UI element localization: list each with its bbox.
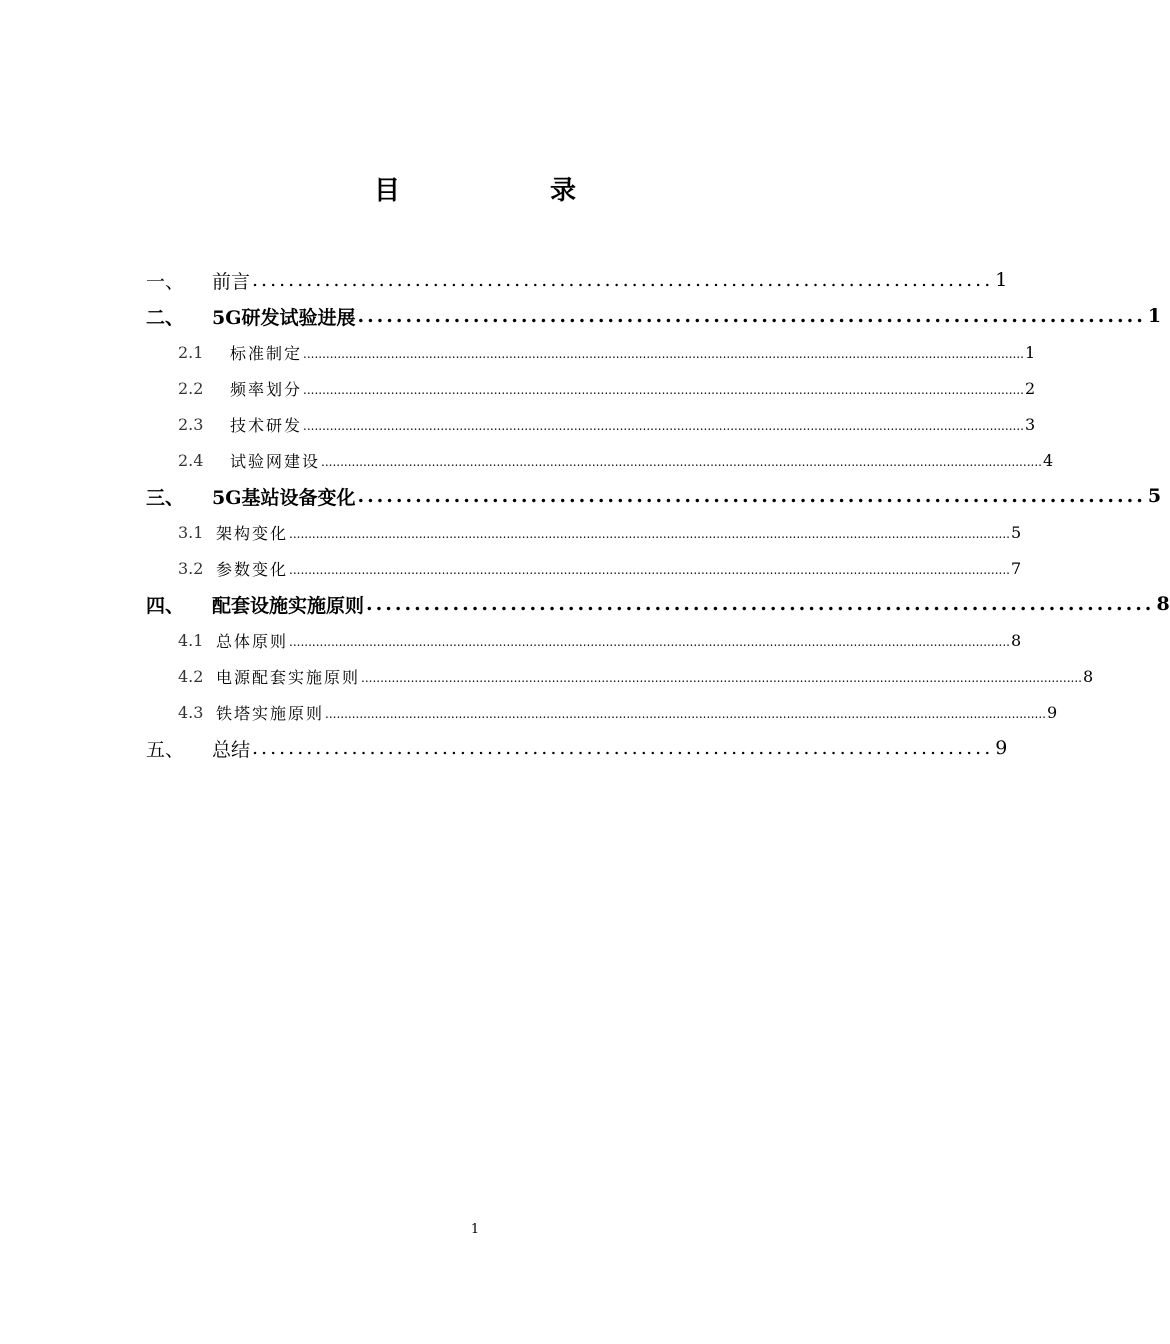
toc-entry-tower-principles[interactable] [178, 694, 1058, 730]
toc-entry-facilities[interactable] [146, 586, 1170, 622]
toc-entry-label: 电源配套实施原则 [216, 667, 361, 687]
toc-leader: .................................................................................. [252, 737, 994, 759]
toc-entry-page: 1 [1147, 305, 1162, 327]
toc-entry-label: 总结 [212, 738, 251, 761]
toc-entry-page: 5 [1010, 522, 1022, 542]
toc-entry-page: 1 [995, 269, 1008, 291]
toc-entry-label: 技术研发 [230, 415, 303, 435]
toc-entry-page: 1 [1024, 342, 1036, 362]
toc-entry-number: 2.1 [178, 342, 204, 362]
toc-leader: ............................................................................................................................................................................................. [325, 707, 1046, 721]
toc-entry-label: 配套设施实施原则 [212, 594, 365, 617]
toc-entry-trial-network[interactable] [178, 442, 1054, 478]
toc-entry-page: 9 [1046, 702, 1058, 722]
toc-entry-standards[interactable] [178, 334, 1036, 370]
toc-entry-page: 9 [995, 737, 1008, 759]
toc-entry-number: 4.3 [178, 702, 204, 722]
toc-leader: ............................................................................................................................................................................................. [303, 383, 1024, 397]
toc-entry-number: 4.1 [178, 630, 204, 650]
toc-leader: ............................................................................................................................................................................................. [361, 671, 1082, 685]
toc-entry-summary[interactable] [146, 730, 1008, 766]
toc-entry-page: 4 [1042, 450, 1054, 470]
toc-entry-page: 8 [1010, 630, 1022, 650]
toc-leader: ............................................................................................................................................................................................. [289, 527, 1010, 541]
toc-entry-label: 前言 [212, 270, 251, 293]
toc-leader: .................................................................................. [252, 269, 994, 291]
toc-entry-rnd[interactable] [178, 406, 1036, 442]
toc-entry-page: 2 [1024, 378, 1036, 398]
toc-entry-number: 一、 [146, 270, 185, 293]
toc-entry-page: 7 [1010, 558, 1022, 578]
toc-entry-architecture[interactable] [178, 514, 1022, 550]
toc-leader: ............................................................................................................................................................................................. [321, 455, 1042, 469]
toc-entry-number: 三、 [146, 486, 185, 509]
toc-entry-label: 试验网建设 [230, 451, 321, 471]
toc-entry-page: 3 [1024, 414, 1036, 434]
toc-entry-power-principles[interactable] [178, 658, 1094, 694]
toc-entry-number: 2.3 [178, 414, 204, 434]
toc-entry-label: 5G研发试验进展 [212, 306, 356, 329]
page-number: 1 [470, 1222, 480, 1237]
toc-entry-page: 5 [1147, 485, 1162, 507]
toc-entry-5g-progress[interactable] [146, 298, 1162, 334]
toc-leader: .................................................................................. [357, 485, 1146, 507]
toc-leader: ............................................................................................................................................................................................. [289, 563, 1010, 577]
toc-title: 目 录 [373, 176, 638, 206]
toc-leader: ............................................................................................................................................................................................. [289, 635, 1010, 649]
toc-entry-preface[interactable] [146, 262, 1008, 298]
toc-leader: ............................................................................................................................................................................................. [303, 419, 1024, 433]
toc-entry-label: 参数变化 [216, 559, 289, 579]
toc-entry-spectrum[interactable] [178, 370, 1036, 406]
toc-entry-label: 总体原则 [216, 631, 289, 651]
toc-entry-number: 4.2 [178, 666, 204, 686]
toc-entry-number: 二、 [146, 306, 185, 329]
toc-entry-number: 四、 [146, 594, 185, 617]
toc-entry-general-principles[interactable] [178, 622, 1022, 658]
toc-leader: .................................................................................. [366, 593, 1155, 615]
toc-entry-label: 铁塔实施原则 [216, 703, 325, 723]
toc-entry-5g-base-station[interactable] [146, 478, 1162, 514]
toc-entry-number: 3.1 [178, 522, 204, 542]
toc-entry-number: 五、 [146, 738, 185, 761]
toc-leader: ............................................................................................................................................................................................. [303, 347, 1024, 361]
toc-entry-number: 3.2 [178, 558, 204, 578]
toc-entry-number: 2.4 [178, 450, 204, 470]
toc-entry-page: 8 [1082, 666, 1094, 686]
toc-entry-label: 标准制定 [230, 343, 303, 363]
toc-entry-parameters[interactable] [178, 550, 1022, 586]
toc-entry-page: 8 [1156, 593, 1170, 615]
toc-entry-label: 频率划分 [230, 379, 303, 399]
toc-entry-label: 架构变化 [216, 523, 289, 543]
toc-entry-number: 2.2 [178, 378, 204, 398]
toc-entry-label: 5G基站设备变化 [212, 486, 356, 509]
toc-leader: .................................................................................. [357, 305, 1146, 327]
